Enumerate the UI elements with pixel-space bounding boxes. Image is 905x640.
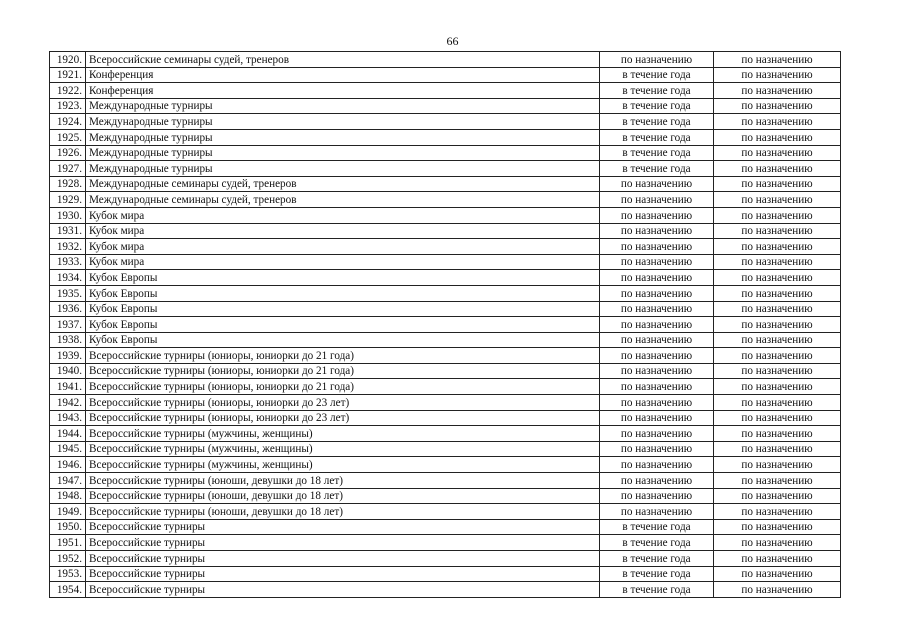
event-place-cell: по назначению bbox=[714, 192, 841, 208]
row-number-cell: 1921. bbox=[50, 67, 86, 83]
event-term-cell: по назначению bbox=[600, 504, 714, 520]
event-place-cell: по назначению bbox=[714, 348, 841, 364]
event-place-cell: по назначению bbox=[714, 519, 841, 535]
event-name-cell: Международные турниры bbox=[86, 129, 600, 145]
event-place-cell: по назначению bbox=[714, 317, 841, 333]
event-place-cell: по назначению bbox=[714, 551, 841, 567]
event-name-cell: Всероссийские турниры bbox=[86, 551, 600, 567]
event-name-cell: Международные турниры bbox=[86, 161, 600, 177]
row-number-cell: 1947. bbox=[50, 473, 86, 489]
event-term-cell: в течение года bbox=[600, 535, 714, 551]
event-name-cell: Всероссийские турниры (мужчины, женщины) bbox=[86, 441, 600, 457]
table-row bbox=[50, 457, 841, 473]
row-number-cell: 1929. bbox=[50, 192, 86, 208]
event-name-cell: Всероссийские турниры (юниоры, юниорки до 23 лет) bbox=[86, 395, 600, 411]
table-row bbox=[50, 332, 841, 348]
event-name-cell: Кубок мира bbox=[86, 207, 600, 223]
event-term-cell: по назначению bbox=[600, 488, 714, 504]
event-place-cell: по назначению bbox=[714, 285, 841, 301]
row-number-cell: 1933. bbox=[50, 254, 86, 270]
row-number-cell: 1930. bbox=[50, 207, 86, 223]
events-table bbox=[49, 51, 841, 598]
event-place-cell: по назначению bbox=[714, 270, 841, 286]
event-name-cell: Всероссийские турниры (мужчины, женщины) bbox=[86, 457, 600, 473]
row-number-cell: 1939. bbox=[50, 348, 86, 364]
event-name-cell: Кубок Европы bbox=[86, 332, 600, 348]
event-name-cell: Кубок Европы bbox=[86, 301, 600, 317]
row-number-cell: 1934. bbox=[50, 270, 86, 286]
table-row bbox=[50, 441, 841, 457]
event-term-cell: по назначению bbox=[600, 176, 714, 192]
event-place-cell: по назначению bbox=[714, 441, 841, 457]
row-number-cell: 1940. bbox=[50, 363, 86, 379]
event-name-cell: Всероссийские турниры bbox=[86, 519, 600, 535]
row-number-cell: 1941. bbox=[50, 379, 86, 395]
event-term-cell: в течение года bbox=[600, 83, 714, 99]
event-place-cell: по назначению bbox=[714, 332, 841, 348]
event-term-cell: по назначению bbox=[600, 363, 714, 379]
row-number-cell: 1950. bbox=[50, 519, 86, 535]
table-row bbox=[50, 192, 841, 208]
row-number-cell: 1920. bbox=[50, 52, 86, 68]
event-name-cell: Кубок Европы bbox=[86, 270, 600, 286]
table-row bbox=[50, 551, 841, 567]
event-name-cell: Всероссийские турниры (мужчины, женщины) bbox=[86, 426, 600, 442]
event-term-cell: по назначению bbox=[600, 426, 714, 442]
table-row bbox=[50, 52, 841, 68]
table-row bbox=[50, 98, 841, 114]
event-place-cell: по назначению bbox=[714, 207, 841, 223]
event-place-cell: по назначению bbox=[714, 98, 841, 114]
event-term-cell: по назначению bbox=[600, 441, 714, 457]
table-row bbox=[50, 223, 841, 239]
row-number-cell: 1926. bbox=[50, 145, 86, 161]
row-number-cell: 1922. bbox=[50, 83, 86, 99]
table-row bbox=[50, 114, 841, 130]
event-term-cell: по назначению bbox=[600, 285, 714, 301]
event-term-cell: по назначению bbox=[600, 239, 714, 255]
event-term-cell: по назначению bbox=[600, 254, 714, 270]
event-place-cell: по назначению bbox=[714, 566, 841, 582]
event-place-cell: по назначению bbox=[714, 161, 841, 177]
event-term-cell: в течение года bbox=[600, 98, 714, 114]
row-number-cell: 1938. bbox=[50, 332, 86, 348]
event-place-cell: по назначению bbox=[714, 223, 841, 239]
event-place-cell: по назначению bbox=[714, 457, 841, 473]
event-term-cell: по назначению bbox=[600, 410, 714, 426]
table-row bbox=[50, 535, 841, 551]
event-term-cell: по назначению bbox=[600, 270, 714, 286]
event-place-cell: по назначению bbox=[714, 363, 841, 379]
event-name-cell: Кубок Европы bbox=[86, 285, 600, 301]
event-name-cell: Кубок Европы bbox=[86, 317, 600, 333]
table-row bbox=[50, 348, 841, 364]
table-row bbox=[50, 582, 841, 598]
table-row bbox=[50, 239, 841, 255]
table-row bbox=[50, 129, 841, 145]
event-term-cell: в течение года bbox=[600, 145, 714, 161]
event-name-cell: Всероссийские турниры (юниоры, юниорки до 21 года) bbox=[86, 379, 600, 395]
event-place-cell: по назначению bbox=[714, 535, 841, 551]
table-row bbox=[50, 254, 841, 270]
row-number-cell: 1925. bbox=[50, 129, 86, 145]
event-name-cell: Всероссийские турниры (юноши, девушки до 18 лет) bbox=[86, 473, 600, 489]
row-number-cell: 1948. bbox=[50, 488, 86, 504]
table-row bbox=[50, 67, 841, 83]
table-row bbox=[50, 504, 841, 520]
table-row bbox=[50, 176, 841, 192]
event-term-cell: по назначению bbox=[600, 457, 714, 473]
event-name-cell: Международные турниры bbox=[86, 98, 600, 114]
event-place-cell: по назначению bbox=[714, 52, 841, 68]
event-place-cell: по назначению bbox=[714, 129, 841, 145]
event-place-cell: по назначению bbox=[714, 426, 841, 442]
row-number-cell: 1927. bbox=[50, 161, 86, 177]
event-name-cell: Международные турниры bbox=[86, 114, 600, 130]
event-place-cell: по назначению bbox=[714, 410, 841, 426]
row-number-cell: 1942. bbox=[50, 395, 86, 411]
row-number-cell: 1951. bbox=[50, 535, 86, 551]
row-number-cell: 1953. bbox=[50, 566, 86, 582]
row-number-cell: 1923. bbox=[50, 98, 86, 114]
event-term-cell: в течение года bbox=[600, 129, 714, 145]
table-row bbox=[50, 207, 841, 223]
table-row bbox=[50, 317, 841, 333]
event-term-cell: в течение года bbox=[600, 566, 714, 582]
event-name-cell: Конференция bbox=[86, 83, 600, 99]
event-term-cell: по назначению bbox=[600, 473, 714, 489]
event-name-cell: Всероссийские турниры (юноши, девушки до 18 лет) bbox=[86, 504, 600, 520]
event-term-cell: по назначению bbox=[600, 348, 714, 364]
table-row bbox=[50, 566, 841, 582]
event-place-cell: по назначению bbox=[714, 114, 841, 130]
row-number-cell: 1954. bbox=[50, 582, 86, 598]
event-place-cell: по назначению bbox=[714, 582, 841, 598]
event-place-cell: по назначению bbox=[714, 83, 841, 99]
event-name-cell: Всероссийские турниры (юниоры, юниорки до 21 года) bbox=[86, 348, 600, 364]
table-row bbox=[50, 379, 841, 395]
event-name-cell: Кубок мира bbox=[86, 254, 600, 270]
row-number-cell: 1937. bbox=[50, 317, 86, 333]
event-place-cell: по назначению bbox=[714, 488, 841, 504]
row-number-cell: 1946. bbox=[50, 457, 86, 473]
event-place-cell: по назначению bbox=[714, 473, 841, 489]
event-term-cell: по назначению bbox=[600, 332, 714, 348]
table-row bbox=[50, 161, 841, 177]
table-row bbox=[50, 363, 841, 379]
event-place-cell: по назначению bbox=[714, 504, 841, 520]
row-number-cell: 1936. bbox=[50, 301, 86, 317]
event-place-cell: по назначению bbox=[714, 239, 841, 255]
table-row bbox=[50, 426, 841, 442]
table-row bbox=[50, 301, 841, 317]
event-term-cell: в течение года bbox=[600, 519, 714, 535]
event-name-cell: Всероссийские турниры (юниоры, юниорки до 21 года) bbox=[86, 363, 600, 379]
event-term-cell: по назначению bbox=[600, 52, 714, 68]
event-place-cell: по назначению bbox=[714, 254, 841, 270]
event-name-cell: Всероссийские семинары судей, тренеров bbox=[86, 52, 600, 68]
table-row bbox=[50, 519, 841, 535]
event-term-cell: в течение года bbox=[600, 161, 714, 177]
event-place-cell: по назначению bbox=[714, 301, 841, 317]
event-name-cell: Кубок мира bbox=[86, 239, 600, 255]
table-row bbox=[50, 83, 841, 99]
event-term-cell: по назначению bbox=[600, 317, 714, 333]
row-number-cell: 1945. bbox=[50, 441, 86, 457]
row-number-cell: 1943. bbox=[50, 410, 86, 426]
event-name-cell: Кубок мира bbox=[86, 223, 600, 239]
row-number-cell: 1932. bbox=[50, 239, 86, 255]
event-name-cell: Международные семинары судей, тренеров bbox=[86, 192, 600, 208]
page-number: 66 bbox=[446, 34, 459, 48]
event-term-cell: по назначению bbox=[600, 207, 714, 223]
event-term-cell: по назначению bbox=[600, 395, 714, 411]
table-row bbox=[50, 488, 841, 504]
event-place-cell: по назначению bbox=[714, 176, 841, 192]
event-name-cell: Всероссийские турниры bbox=[86, 566, 600, 582]
event-term-cell: по назначению bbox=[600, 379, 714, 395]
row-number-cell: 1952. bbox=[50, 551, 86, 567]
table-row bbox=[50, 145, 841, 161]
row-number-cell: 1931. bbox=[50, 223, 86, 239]
row-number-cell: 1935. bbox=[50, 285, 86, 301]
event-term-cell: по назначению bbox=[600, 192, 714, 208]
event-name-cell: Всероссийские турниры bbox=[86, 535, 600, 551]
event-term-cell: по назначению bbox=[600, 301, 714, 317]
event-place-cell: по назначению bbox=[714, 395, 841, 411]
event-name-cell: Всероссийские турниры bbox=[86, 582, 600, 598]
table-row bbox=[50, 285, 841, 301]
events-table-body bbox=[50, 52, 841, 598]
event-term-cell: в течение года bbox=[600, 551, 714, 567]
event-name-cell: Всероссийские турниры (юниоры, юниорки до 23 лет) bbox=[86, 410, 600, 426]
event-name-cell: Конференция bbox=[86, 67, 600, 83]
event-place-cell: по назначению bbox=[714, 67, 841, 83]
event-place-cell: по назначению bbox=[714, 379, 841, 395]
row-number-cell: 1924. bbox=[50, 114, 86, 130]
event-term-cell: в течение года bbox=[600, 67, 714, 83]
row-number-cell: 1949. bbox=[50, 504, 86, 520]
event-term-cell: по назначению bbox=[600, 223, 714, 239]
event-term-cell: в течение года bbox=[600, 114, 714, 130]
row-number-cell: 1928. bbox=[50, 176, 86, 192]
table-row bbox=[50, 270, 841, 286]
events-table-container bbox=[49, 51, 841, 598]
table-row bbox=[50, 395, 841, 411]
event-name-cell: Международные семинары судей, тренеров bbox=[86, 176, 600, 192]
table-row bbox=[50, 410, 841, 426]
row-number-cell: 1944. bbox=[50, 426, 86, 442]
event-term-cell: в течение года bbox=[600, 582, 714, 598]
event-place-cell: по назначению bbox=[714, 145, 841, 161]
table-row bbox=[50, 473, 841, 489]
event-name-cell: Всероссийские турниры (юноши, девушки до 18 лет) bbox=[86, 488, 600, 504]
event-name-cell: Международные турниры bbox=[86, 145, 600, 161]
